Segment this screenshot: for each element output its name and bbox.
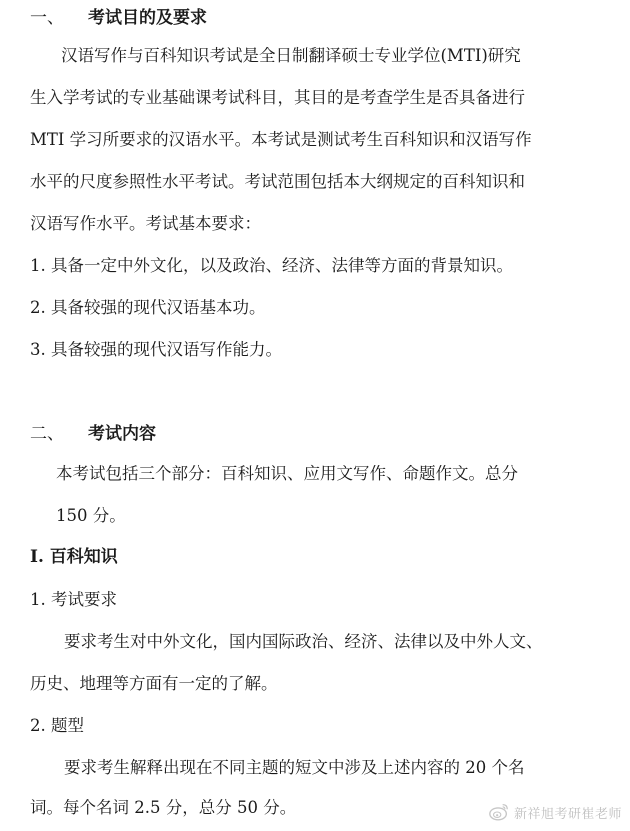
- part-1-subsection-2-line-2: 词。每个名词 2.5 分，总分 50 分。: [30, 798, 297, 817]
- weibo-logo-icon: [488, 801, 510, 823]
- part-1-heading: I. 百科知识: [30, 547, 118, 567]
- section-2-paragraph-line-2: 150 分。: [56, 506, 126, 525]
- section-1-paragraph-line-2: 生入学考试的专业基础课考试科目，其目的是考查学生是否具备进行: [30, 88, 525, 107]
- section-2-number: 二、: [30, 424, 64, 444]
- section-1-paragraph-line-1: 汉语写作与百科知识考试是全日制翻译硕士专业学位(MTI)研究: [61, 46, 521, 65]
- requirement-item-1: 1. 具备一定中外文化，以及政治、经济、法律等方面的背景知识。: [30, 256, 513, 275]
- section-2-paragraph-line-1: 本考试包括三个部分：百科知识、应用文写作、命题作文。总分: [56, 464, 518, 483]
- part-1-subsection-2-title: 2. 题型: [30, 716, 84, 735]
- part-1-subsection-1-line-2: 历史、地理等方面有一定的了解。: [30, 674, 278, 693]
- requirement-item-3: 3. 具备较强的现代汉语写作能力。: [30, 340, 282, 359]
- part-1-subsection-1-line-1: 要求考生对中外文化，国内国际政治、经济、法律以及中外人文、: [64, 632, 543, 651]
- section-2-title: 考试内容: [88, 424, 156, 444]
- section-1-title: 考试目的及要求: [88, 8, 207, 28]
- section-1-paragraph-line-4: 水平的尺度参照性水平考试。考试范围包括本大纲规定的百科知识和: [30, 172, 525, 191]
- requirement-item-2: 2. 具备较强的现代汉语基本功。: [30, 298, 266, 317]
- section-1-paragraph-line-5: 汉语写作水平。考试基本要求：: [30, 214, 261, 233]
- watermark-text: 新祥旭考研崔老师: [513, 806, 622, 822]
- section-1-number: 一、: [30, 8, 64, 28]
- section-1-heading: [30, 10, 207, 27]
- part-1-subsection-1-title: 1. 考试要求: [30, 590, 117, 609]
- part-1-subsection-2-line-1: 要求考生解释出现在不同主题的短文中涉及上述内容的 20 个名: [64, 758, 525, 777]
- section-2-heading: [30, 426, 156, 443]
- section-1-paragraph-line-3: MTI 学习所要求的汉语水平。本考试是测试考生百科知识和汉语写作: [30, 130, 532, 149]
- watermark: [488, 799, 622, 825]
